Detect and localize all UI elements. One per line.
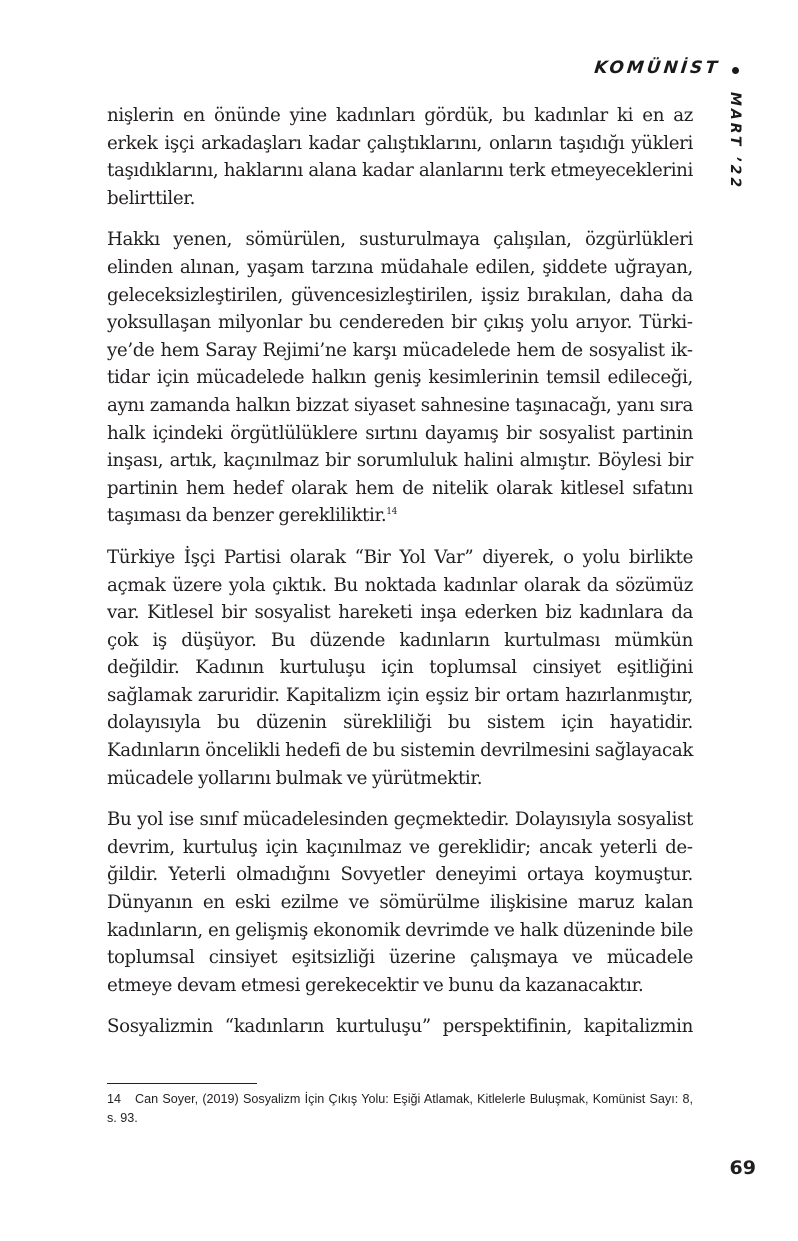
footnote-divider xyxy=(107,1083,257,1084)
paragraph-4: Bu yol ise sınıf mücadelesinden geçmektedir. Dolayısıyla sosyalist devrim, kurtuluş için kaçınılmaz ve gereklidir; ancak yeterli değildir. Yeterli olmadığını Sovyetler deneyimi ortaya koymuştur. Dünyanın en eski ezilme ve sömürülme ilişkisine maruz kalan kadınların, en gelişmiş ekonomik devrimde ve halk düzeninde bile toplumsal cinsiyet eşitsizliği üzerine çalışmaya ve mücadele etmeye devam etmesi gerekecektir ve bunu da kazanacaktır. xyxy=(107,809,693,996)
page-number: 69 xyxy=(729,1157,756,1179)
paragraph-1: nişlerin en önünde yine kadınları gördük, bu kadınlar ki en az erkek işçi arkadaşları kadar çalıştıklarını, onların taşıdığı yükleri taşıdıklarını, haklarını alana kadar alanlarını terk etmeyeceklerini belirttiler. xyxy=(107,105,693,209)
issue-date: MART ’22 xyxy=(727,92,743,191)
paragraph-2 xyxy=(107,226,693,530)
paragraph-5: Sosyalizmin “kadınların kurtuluşu” perspektifinin, kapitalizmin xyxy=(107,1016,693,1038)
footnote-number: 14 xyxy=(107,1092,122,1106)
body-text xyxy=(107,102,693,1055)
footnote-text: Can Soyer, (2019) Sosyalizm İçin Çıkış Yolu: Eşiği Atlamak, Kitlelerle Buluşmak, Komünist Sayı: 8, s. 93. xyxy=(107,1092,693,1125)
footnote-reference[interactable]: 14 xyxy=(386,507,398,518)
bullet-dot-icon xyxy=(732,67,739,74)
magazine-title: KOMÜNİST xyxy=(593,58,722,78)
paragraph-2-text: Hakkı yenen, sömürülen, susturulmaya çalışılan, özgürlükleri elinden alınan, yaşam tarzına müdahale edilen, şiddete uğrayan, geleceksizleştirilen, güvencesizleştirilen, işsiz bırakılan, daha da yoksullaşan milyonlar bu cendereden bir çıkış yolu arıyor. Türkiye’de hem Saray Rejimi’ne karşı mücadelede hem de sosyalist iktidar için mücadelede halkın geniş kesimlerinin temsil edileceği, aynı zamanda halkın bizzat siyaset sahnesine taşınacağı, yanı sıra halk içindeki örgütlülüklere sırtını dayamış bir sosyalist partinin inşası, artık, kaçınılmaz bir sorumluluk halini almıştır. Böylesi bir partinin hem hedef olarak hem de nitelik olarak kitlesel sıfatını taşıması da benzer gerekliliktir. xyxy=(107,229,693,527)
footnote xyxy=(107,1090,693,1128)
paragraph-3: Türkiye İşçi Partisi olarak “Bir Yol Var” diyerek, o yolu birlikte açmak üzere yola çıktık. Bu noktada kadınlar olarak da sözümüz var. Kitlesel bir sosyalist hareketi inşa ederken biz kadınlara da çok iş düşüyor. Bu düzende kadınların kurtulması mümkün değildir. Kadının kurtuluşu için toplumsal cinsiyet eşitliğini sağlamak zaruridir. Kapitalizm için eşsiz bir ortam hazırlanmıştır, dolayısıyla bu düzenin sürekliliği bu sistem için hayatidir. Kadınların öncelikli hedefi de bu sistemin devrilmesini sağlayacak mücadele yollarını bulmak ve yürütmektir. xyxy=(107,546,693,789)
